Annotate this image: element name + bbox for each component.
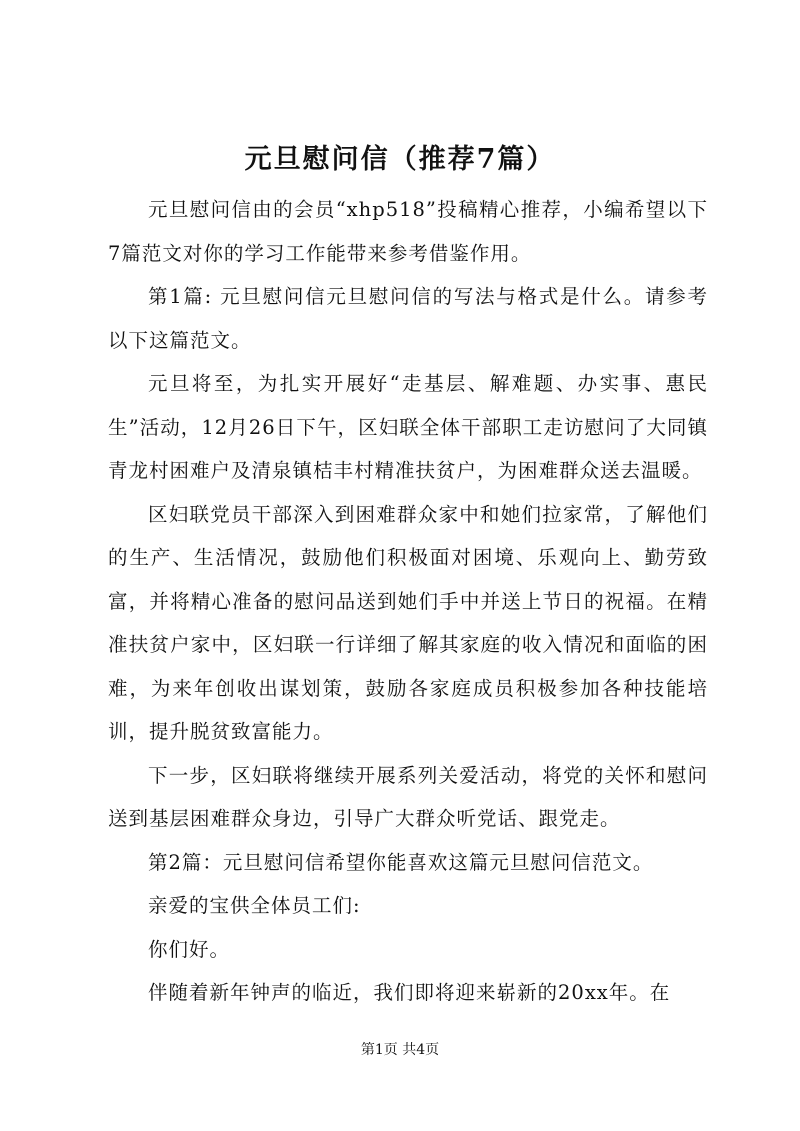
- document-body: [108, 188, 708, 1015]
- paragraph-activity: 元旦将至，为扎实开展好“走基层、解难题、办实事、惠民生”活动，12月26日下午，区妇联全体干部职工走访慰问了大同镇青龙村困难户及清泉镇桔丰村精准扶贫户，为困难群众送去温暖。: [108, 372, 708, 482]
- paragraph-new-year: 伴随着新年钟声的临近，我们即将迎来崭新的20xx年。在: [148, 981, 671, 1004]
- page-number-footer: 第1页 共4页: [360, 1042, 440, 1058]
- paragraph-visit-details: 区妇联党员干部深入到困难群众家中和她们拉家常，了解他们的生产、生活情况，鼓励他们积极面对困境、乐观向上、勤劳致富，并将精心准备的慰问品送到她们手中并送上节日的祝福。在精准扶贫户家中，区妇联一行详细了解其家庭的收入情况和面临的困难，为来年创收出谋划策，鼓励各家庭成员积极参加各种技能培训，提升脱贫致富能力。: [108, 502, 708, 743]
- paragraph-intro: 元旦慰问信由的会员“xhp518”投稿精心推荐，小编希望以下7篇范文对你的学习工作能带来参考借鉴作用。: [108, 198, 708, 265]
- paragraph-article-2-heading: 第2篇：元旦慰问信希望你能喜欢这篇元旦慰问信范文。: [148, 850, 654, 874]
- paragraph-greeting: 亲爱的宝供全体员工们:: [148, 894, 361, 917]
- document-title: 元旦慰问信（推荐7篇）: [244, 144, 556, 175]
- paragraph-next-step: 下一步，区妇联将继续开展系列关爱活动，将党的关怀和慰问送到基层困难群众身边，引导广大群众听党话、跟党走。: [108, 763, 708, 830]
- paragraph-article-1-heading: 第1篇: 元旦慰问信元旦慰问信的写法与格式是什么。请参考以下这篇范文。: [108, 285, 708, 352]
- paragraph-hello: 你们好。: [148, 937, 231, 961]
